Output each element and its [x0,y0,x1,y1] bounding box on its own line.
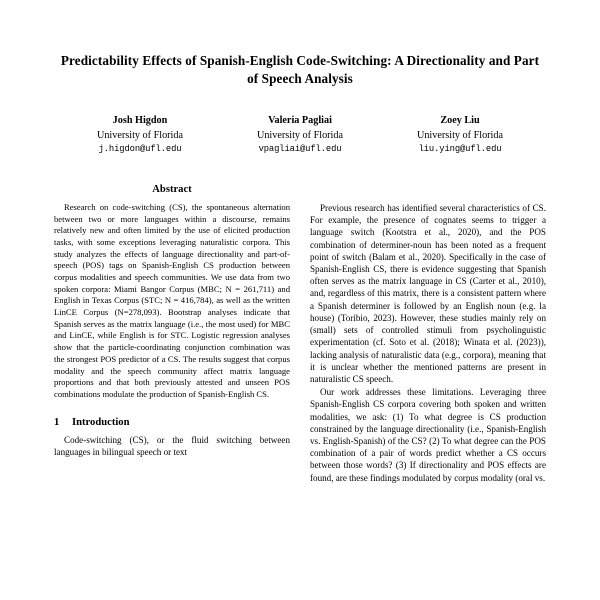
section-title: Introduction [72,416,130,428]
right-paragraph-1: Previous research has identified several characteristics of CS. For example, the presence of cognates seems to trigger a language switch (Kootstra et al., 2020), and the POS combination of determiner-noun has been noted as a frequent point of switch (Balam et al., 2020). Specifically in the case of Spanish-English CS, there is evidence suggesting that Spanish often serves as the matrix language in CS (Carter et al., 2010), and, regardless of this matrix, there is a consistent pattern where a Spanish determiner is followed by an English noun (e.g. la house) (Toribio, 2023). However, these studies mainly rely on (small) sets of controlled stimuli from psycholinguistic experimentation (cf. Soto et al. (2018); Winata et al. (2023)), lacking analysis of naturalistic data (e.g., corpora), meaning that it is unclear whether the mentioned patterns are present in naturalistic CS speech. [310,202,546,384]
abstract-paragraph: Research on code-switching (CS), the spontaneous alternation between two or more languages within a discourse, remains relatively new and often limited by the use of elicited production tasks, with some exceptions leveraging naturalistic corpora. This study analyzes the effects of language directionality and part-of-speech (POS) tags on Spanish-English CS production between corpus modalities and speech communities. We use data from two spoken corpora: Miami Bangor Corpus (MBC; N = 261,711) and English in Texas Corpus (STC; N = 416,784), as well as the written LinCE Corpus (N=278,093). Bootstrap analyses indicate that Spanish serves as the matrix language (i.e., the most used) for MBC and LinCE, while English is for STC. Logistic regression analyses show that the particle-coordinating conjunction combination was the strongest POS predictor of a CS. The results suggest that corpus modality and the speech community affect matrix language proportions and that both previously attested and unseen POS combinations modulate the production of Spanish-English CS. [54,201,290,399]
author-block [60,114,220,155]
author-list [54,114,546,155]
abstract-section [54,184,290,401]
author-name: Josh Higdon [112,115,168,127]
author-affiliation: University of Florida [416,129,504,141]
abstract-heading: Abstract [152,183,192,195]
author-block [380,114,540,155]
two-column-body [54,184,546,484]
author-block [220,114,380,155]
intro-paragraph: Code-switching (CS), or the fluid switching between languages in bilingual speech or text [54,434,290,457]
column-top-spacer [310,184,546,202]
section-number: 1 [54,416,60,428]
page-title: Predictability Effects of Spanish-English Code-Switching: A Directionality and Part of Speech Analysis [60,53,540,87]
author-affiliation: University of Florida [256,129,344,141]
author-name: Zoey Liu [440,115,480,127]
author-affiliation: University of Florida [96,129,184,141]
left-column [54,184,290,484]
author-email[interactable]: j.higdon@ufl.edu [98,144,182,155]
author-name: Valeria Pagliai [268,115,332,127]
author-email[interactable]: liu.ying@ufl.edu [418,144,502,155]
author-email[interactable]: vpagliai@ufl.edu [258,144,342,155]
section-heading-introduction [54,417,290,428]
right-paragraph-2: Our work addresses these limitations. Leveraging three Spanish-English CS corpora covering both spoken and written modalities, we ask: (1) To what degree is CS production constrained by the language directionality (i.e., Spanish-English vs. English-Spanish) of the CS? (2) To what degree can the POS combination of a pair of words predict whether a CS occurs between those words? (3) If directionality and POS effects are found, are these findings modulated by corpus modality (oral vs. [310,387,546,483]
right-column [310,184,546,484]
